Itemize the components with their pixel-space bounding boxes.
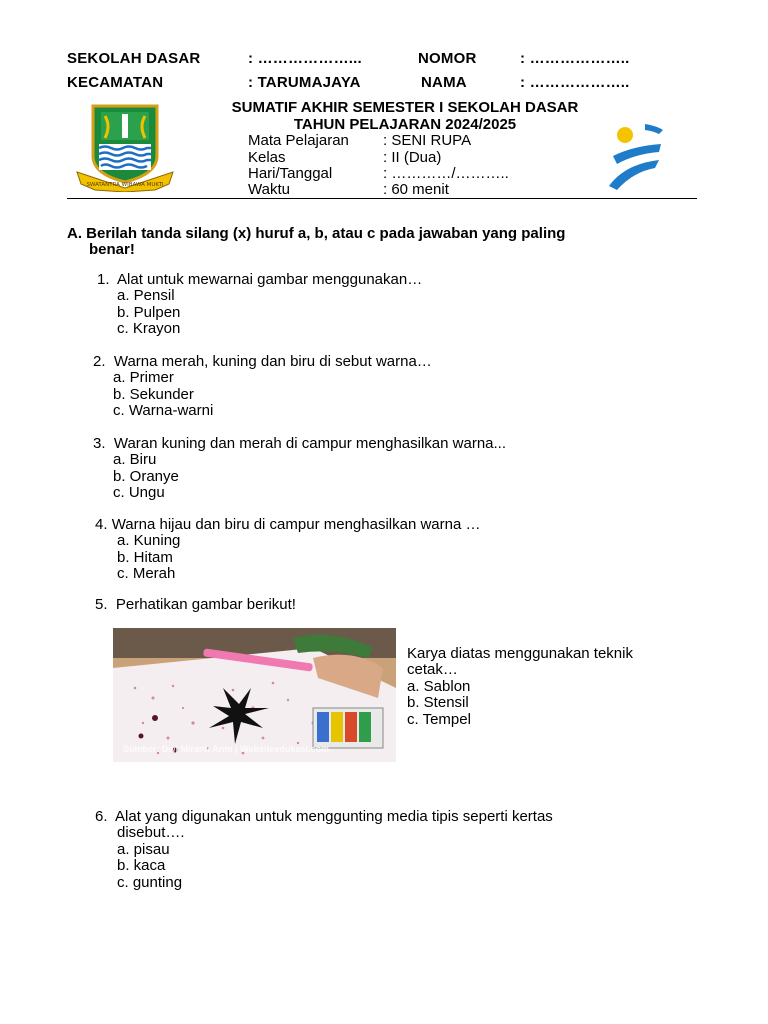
info-value-date: : …………/………..: [383, 165, 509, 182]
option-a[interactable]: a. Biru: [113, 451, 157, 469]
option-a[interactable]: a. Primer: [113, 369, 174, 387]
option-c[interactable]: c. gunting: [117, 873, 183, 891]
question-5: [95, 597, 296, 613]
school-label: SEKOLAH DASAR: [67, 50, 201, 67]
question-number: 6.: [95, 808, 108, 825]
info-value-class: : II (Dua): [383, 149, 442, 166]
option-c[interactable]: c. Warna-warni: [113, 402, 214, 420]
page-title-line1: SUMATIF AKHIR SEMESTER I SEKOLAH DASAR: [231, 99, 579, 116]
question-number: 2.: [93, 353, 106, 370]
option-a[interactable]: a. Pensil: [117, 287, 175, 305]
side-text-line1: Karya diatas menggunakan teknik: [407, 645, 633, 662]
info-label-class: Kelas: [248, 149, 286, 166]
question-text: Warna hijau dan biru di campur menghasilkan warna …: [111, 516, 481, 533]
name-value: : ………………..: [520, 74, 630, 91]
option-c[interactable]: c. Merah: [117, 565, 176, 583]
emblem-banner-text: SWATANTRA WIBAWA MUKTI: [86, 182, 164, 188]
district-label: KECAMATAN: [67, 74, 164, 91]
option-a[interactable]: a. Kuning: [117, 532, 181, 550]
leaf-print-photo: [113, 628, 396, 762]
option-c[interactable]: c. Krayon: [117, 320, 181, 338]
instruction-line2: benar!: [89, 241, 135, 258]
page-title-line2: TAHUN PELAJARAN 2024/2025: [293, 116, 517, 133]
question-text: Perhatikan gambar berikut!: [115, 596, 296, 613]
question-text: Waran kuning dan merah di campur menghasilkan warna...: [113, 435, 507, 452]
question-text-line1: Alat yang digunakan untuk menggunting media tipis seperti kertas: [115, 808, 553, 825]
question-6: [95, 809, 553, 891]
option-b[interactable]: b. Sekunder: [113, 385, 194, 403]
option-a[interactable]: a. pisau: [117, 840, 170, 858]
school-value: : ………………...: [248, 50, 362, 67]
question-number: 1.: [97, 271, 110, 288]
option-b[interactable]: b. Pulpen: [117, 303, 181, 321]
question-2: [93, 354, 432, 420]
question-text: Warna merah, kuning dan biru di sebut warna…: [113, 353, 432, 370]
option-a[interactable]: a. Sablon: [407, 677, 471, 695]
tut-wuri-logo-icon: [603, 122, 668, 192]
question-number: 3.: [93, 435, 106, 452]
option-b[interactable]: b. Oranye: [113, 467, 179, 485]
side-text-line2: cetak…: [407, 661, 458, 679]
info-label-time: Waktu: [248, 181, 290, 198]
header-divider: [67, 198, 697, 199]
question-5-side-text: [407, 646, 633, 728]
image-caption: Sumber: Dwi Miranti Armi | Websiteedukasi.com: [123, 744, 330, 754]
option-b[interactable]: b. Stensil: [407, 694, 469, 712]
question-text-line2: disebut….: [117, 824, 185, 842]
section-instruction: [67, 226, 687, 258]
question-1: [97, 272, 422, 338]
info-value-subject: : SENI RUPA: [383, 132, 472, 149]
info-value-time: : 60 menit: [383, 181, 449, 198]
info-label-subject: Mata Pelajaran: [248, 132, 349, 149]
info-label-date: Hari/Tanggal: [248, 165, 333, 182]
option-b[interactable]: b. Hitam: [117, 548, 173, 566]
instruction-line1: Berilah tanda silang (x) huruf a, b, atau c pada jawaban yang paling: [86, 225, 566, 242]
name-label: NAMA: [421, 74, 467, 91]
option-c[interactable]: c. Ungu: [113, 484, 165, 502]
question-3: [93, 436, 506, 502]
question-number: 4.: [95, 516, 108, 533]
question-text: Alat untuk mewarnai gambar menggunakan…: [117, 271, 423, 288]
question-number: 5.: [95, 596, 108, 613]
number-label: NOMOR: [418, 50, 477, 67]
option-b[interactable]: b. kaca: [117, 857, 166, 875]
question-4: [95, 517, 480, 583]
number-value: : ………………..: [520, 50, 630, 67]
section-letter: A.: [67, 225, 82, 242]
district-value: : TARUMAJAYA: [248, 74, 361, 91]
option-c[interactable]: c. Tempel: [407, 710, 471, 728]
